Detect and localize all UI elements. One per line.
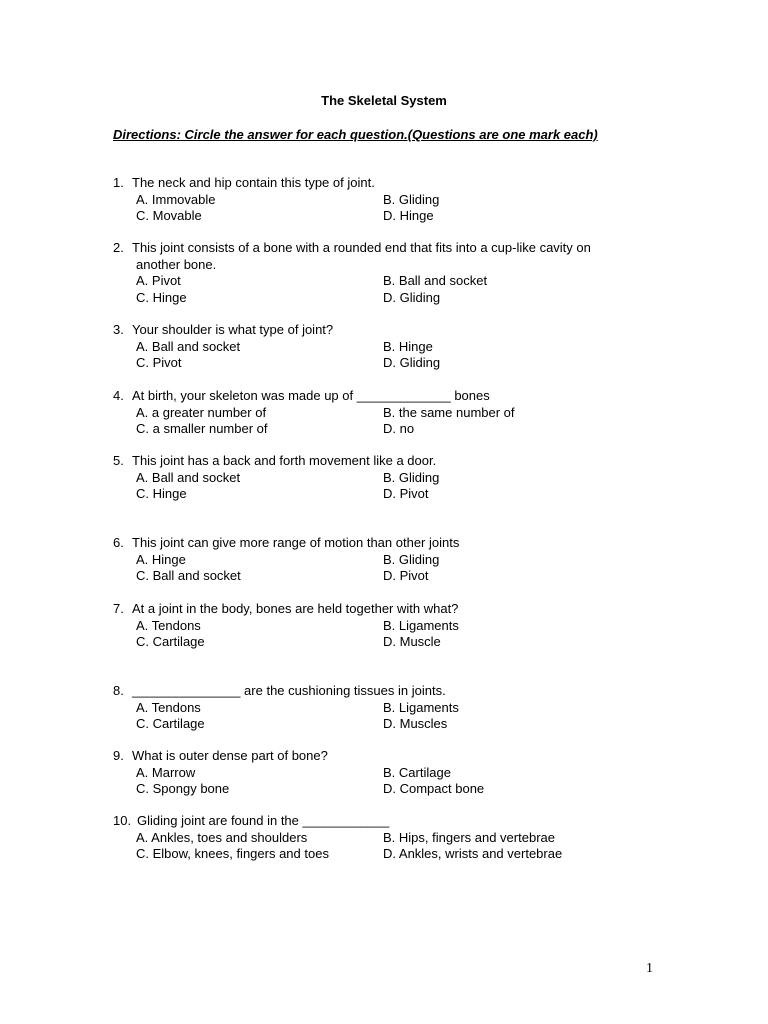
answer-option-b[interactable]: B. the same number of bbox=[383, 404, 515, 420]
answer-option-a[interactable]: A. Ball and socket bbox=[136, 338, 241, 354]
question-number: 1. bbox=[113, 175, 124, 190]
answer-option-d[interactable]: D. Muscle bbox=[383, 634, 441, 649]
question-text: At a joint in the body, bones are held together with what? bbox=[132, 601, 459, 616]
answer-option-b[interactable]: B. Ligaments bbox=[383, 699, 459, 715]
question-text: At birth, your skeleton was made up of _____________ bones bbox=[132, 388, 490, 403]
question-10 bbox=[113, 813, 673, 863]
answer-row bbox=[113, 273, 673, 290]
answer-option-c[interactable]: C. a smaller number of bbox=[136, 421, 268, 436]
answer-row bbox=[113, 290, 673, 307]
answer-option-c[interactable]: C. Movable bbox=[136, 208, 202, 223]
answer-option-c[interactable]: C. Elbow, knees, fingers and toes bbox=[136, 846, 329, 861]
answer-row bbox=[113, 700, 673, 717]
answer-row bbox=[113, 355, 673, 372]
directions: Directions: Circle the answer for each question.(Questions are one mark each) bbox=[113, 127, 598, 142]
answer-option-d[interactable]: D. Gliding bbox=[383, 355, 441, 370]
answer-row bbox=[113, 208, 673, 225]
answer-option-b[interactable]: B. Hips, fingers and vertebrae bbox=[383, 829, 555, 845]
answer-option-a[interactable]: A. Tendons bbox=[136, 617, 201, 633]
question-number: 6. bbox=[113, 535, 124, 550]
question-text: Your shoulder is what type of joint? bbox=[132, 322, 334, 337]
answer-row bbox=[113, 846, 673, 863]
answer-row bbox=[113, 470, 673, 487]
answer-option-c[interactable]: C. Cartilage bbox=[136, 634, 205, 649]
answer-row bbox=[113, 781, 673, 798]
answer-option-c[interactable]: C. Hinge bbox=[136, 486, 187, 501]
page-title: The Skeletal System bbox=[321, 93, 447, 108]
question-4 bbox=[113, 388, 673, 438]
answer-row bbox=[113, 339, 673, 356]
answer-row bbox=[113, 405, 673, 422]
question-stem bbox=[113, 813, 673, 830]
question-stem bbox=[113, 240, 673, 257]
answer-option-a[interactable]: A. a greater number of bbox=[136, 404, 267, 420]
answer-row bbox=[113, 765, 673, 782]
question-number: 8. bbox=[113, 683, 124, 698]
answer-option-a[interactable]: A. Tendons bbox=[136, 699, 201, 715]
question-stem bbox=[113, 322, 673, 339]
answer-option-d[interactable]: D. Pivot bbox=[383, 568, 429, 583]
answer-row bbox=[113, 192, 673, 209]
answer-option-d[interactable]: D. Muscles bbox=[383, 716, 448, 731]
question-text: What is outer dense part of bone? bbox=[132, 748, 328, 763]
answer-option-b[interactable]: B. Gliding bbox=[383, 191, 440, 207]
question-6 bbox=[113, 535, 673, 585]
question-stem bbox=[113, 683, 673, 700]
question-text: This joint consists of a bone with a rounded end that fits into a cup-like cavity on bbox=[132, 240, 591, 255]
question-stem bbox=[113, 748, 673, 765]
answer-row bbox=[113, 552, 673, 569]
question-number: 5. bbox=[113, 453, 124, 468]
question-text-continued: another bone. bbox=[136, 256, 217, 272]
question-stem bbox=[113, 535, 673, 552]
question-stem bbox=[113, 601, 673, 618]
answer-option-b[interactable]: B. Cartilage bbox=[383, 764, 451, 780]
question-stem bbox=[113, 453, 673, 470]
question-number: 10. bbox=[113, 813, 132, 828]
question-8 bbox=[113, 683, 673, 733]
answer-option-b[interactable]: B. Gliding bbox=[383, 551, 440, 567]
answer-option-d[interactable]: D. Compact bone bbox=[383, 781, 485, 796]
answer-option-d[interactable]: D. Pivot bbox=[383, 486, 429, 501]
question-text: This joint has a back and forth movement like a door. bbox=[132, 453, 437, 468]
question-stem bbox=[113, 388, 673, 405]
question-9 bbox=[113, 748, 673, 798]
answer-row bbox=[113, 568, 673, 585]
question-number: 3. bbox=[113, 322, 124, 337]
answer-row bbox=[113, 830, 673, 847]
page-number: 1 bbox=[646, 961, 653, 976]
question-1 bbox=[113, 175, 673, 225]
answer-option-a[interactable]: A. Hinge bbox=[136, 551, 186, 567]
answer-option-a[interactable]: A. Marrow bbox=[136, 764, 196, 780]
question-3 bbox=[113, 322, 673, 372]
answer-option-c[interactable]: C. Cartilage bbox=[136, 716, 205, 731]
answer-row bbox=[113, 486, 673, 503]
answer-option-a[interactable]: A. Ankles, toes and shoulders bbox=[136, 829, 308, 845]
answer-row bbox=[113, 634, 673, 651]
answer-option-b[interactable]: B. Ball and socket bbox=[383, 273, 488, 288]
question-text: _______________ are the cushioning tissues in joints. bbox=[132, 683, 446, 698]
answer-option-d[interactable]: D. Ankles, wrists and vertebrae bbox=[383, 846, 563, 861]
answer-option-b[interactable]: B. Gliding bbox=[383, 469, 440, 485]
answer-option-d[interactable]: D. Gliding bbox=[383, 289, 441, 305]
answer-option-d[interactable]: D. no bbox=[383, 421, 415, 436]
question-stem bbox=[113, 175, 673, 192]
question-number: 2. bbox=[113, 240, 124, 255]
question-2 bbox=[113, 240, 673, 306]
question-number: 7. bbox=[113, 601, 124, 616]
answer-option-b[interactable]: B. Ligaments bbox=[383, 617, 459, 633]
question-7 bbox=[113, 601, 673, 651]
answer-row bbox=[113, 421, 673, 438]
question-number: 9. bbox=[113, 748, 124, 763]
question-text: The neck and hip contain this type of joint. bbox=[132, 175, 375, 190]
answer-option-b[interactable]: B. Hinge bbox=[383, 338, 433, 354]
answer-option-d[interactable]: D. Hinge bbox=[383, 208, 434, 223]
question-text: This joint can give more range of motion than other joints bbox=[132, 535, 460, 550]
answer-option-a[interactable]: A. Ball and socket bbox=[136, 469, 241, 485]
answer-option-a[interactable]: A. Immovable bbox=[136, 191, 216, 207]
answer-option-c[interactable]: C. Hinge bbox=[136, 289, 187, 305]
question-5 bbox=[113, 453, 673, 503]
answer-option-c[interactable]: C. Pivot bbox=[136, 355, 182, 370]
answer-option-c[interactable]: C. Spongy bone bbox=[136, 781, 230, 796]
answer-option-c[interactable]: C. Ball and socket bbox=[136, 568, 241, 583]
answer-row bbox=[113, 618, 673, 635]
answer-row bbox=[113, 716, 673, 733]
question-text: Gliding joint are found in the ____________ bbox=[137, 813, 390, 828]
answer-option-a[interactable]: A. Pivot bbox=[136, 273, 181, 288]
question-number: 4. bbox=[113, 388, 124, 403]
